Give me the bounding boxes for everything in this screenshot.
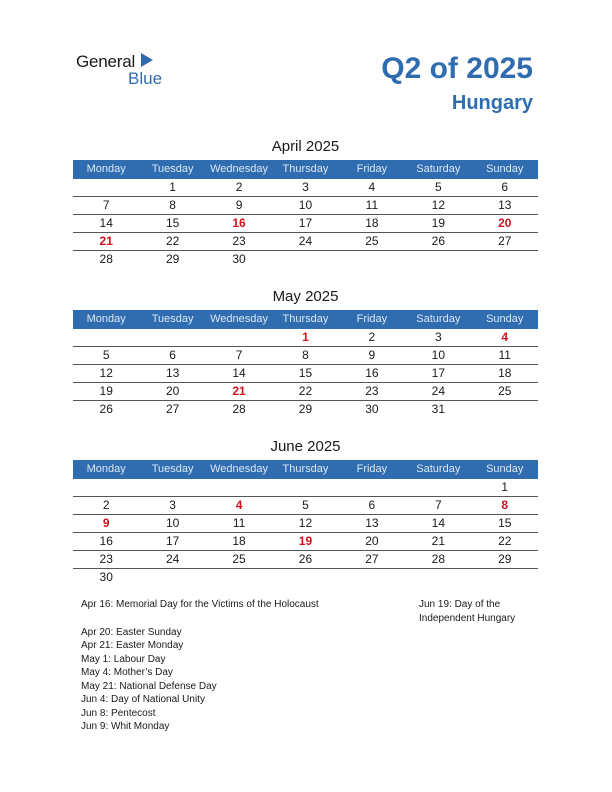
- day-cell: 20: [498, 216, 512, 230]
- day-cell: 14: [99, 216, 113, 230]
- day-cell: [139, 569, 205, 586]
- holiday-note-right: Jun 19: Day of the Independent Hungary: [419, 599, 516, 624]
- logo-text-blue: Blue: [128, 69, 163, 88]
- month-calendar-april: [73, 136, 538, 268]
- day-cell: 30: [99, 570, 113, 584]
- day-cell: 21: [232, 384, 246, 398]
- day-cell: 30: [365, 402, 379, 416]
- day-cell: 8: [302, 348, 309, 362]
- week-row: [73, 233, 538, 251]
- day-cell: [139, 479, 205, 496]
- day-cell: 26: [298, 552, 313, 566]
- week-row: [73, 215, 538, 233]
- day-cell: 19: [298, 534, 313, 548]
- day-cell: 23: [232, 234, 246, 248]
- day-cell: 22: [498, 534, 512, 548]
- day-cell: 19: [99, 384, 113, 398]
- weekday-label: Monday: [86, 463, 126, 475]
- month-title: June 2025: [270, 438, 341, 455]
- day-cell: [206, 479, 272, 496]
- day-cell: 1: [501, 480, 509, 494]
- day-cell: 6: [368, 498, 376, 512]
- day-cell: 12: [99, 366, 113, 380]
- day-cell: 3: [434, 330, 442, 344]
- day-cell: 2: [102, 498, 110, 512]
- week-row: [73, 569, 538, 586]
- holiday-note: Apr 21: Easter Monday: [81, 640, 184, 651]
- day-cell: 26: [431, 234, 445, 248]
- weekday-label: Tuesday: [151, 313, 194, 325]
- day-cell: 27: [165, 402, 180, 416]
- week-row: [73, 347, 538, 365]
- day-cell: 29: [498, 552, 512, 566]
- logo-text-general: General: [76, 52, 136, 71]
- day-cell: [339, 479, 405, 496]
- day-cell: 17: [165, 534, 180, 548]
- day-cell: 3: [302, 180, 309, 194]
- day-cell: 12: [431, 198, 445, 212]
- day-cell: 27: [498, 234, 512, 248]
- weekday-label: Saturday: [416, 463, 461, 475]
- day-cell: 17: [298, 216, 313, 230]
- holiday-notes-list: [81, 626, 319, 734]
- holiday-notes: [81, 598, 319, 734]
- holiday-note: May 21: National Defense Day: [81, 680, 217, 692]
- day-cell: 1: [169, 180, 176, 194]
- weekday-label: Sunday: [486, 163, 524, 175]
- day-cell: [206, 569, 272, 586]
- holiday-note: Jun 8: Pentecost: [81, 707, 156, 719]
- day-cell: 22: [298, 384, 313, 398]
- weekday-label: Friday: [356, 463, 388, 475]
- day-cell: 24: [298, 234, 313, 248]
- day-cell: 6: [169, 348, 176, 362]
- weekday-header: [73, 460, 538, 479]
- holiday-note: Apr 20: Easter Sunday: [81, 626, 182, 638]
- week-row: [73, 479, 538, 497]
- week-row: [73, 497, 538, 515]
- day-cell: 21: [431, 534, 445, 548]
- day-cell: 7: [235, 348, 243, 362]
- day-cell: 11: [365, 198, 379, 212]
- day-cell: 8: [501, 498, 509, 512]
- day-cell: 10: [431, 348, 445, 362]
- day-cell: 27: [365, 552, 379, 566]
- day-cell: 25: [232, 552, 246, 566]
- weekday-label: Friday: [356, 313, 388, 325]
- logo-triangle-icon: [141, 53, 153, 67]
- day-cell: 1: [302, 330, 309, 344]
- day-cell: 10: [298, 198, 313, 212]
- day-cell: [339, 569, 405, 586]
- weekday-label: Wednesday: [210, 313, 268, 325]
- weekday-label: Wednesday: [210, 463, 268, 475]
- day-cell: 17: [431, 366, 445, 380]
- day-cell: 15: [498, 516, 512, 530]
- day-cell: [472, 401, 538, 418]
- day-cell: [272, 479, 338, 496]
- day-cell: [73, 179, 139, 196]
- day-cell: 9: [102, 516, 110, 530]
- day-cell: 11: [498, 348, 511, 362]
- week-row: [73, 365, 538, 383]
- day-cell: [405, 479, 471, 496]
- day-cell: 30: [232, 252, 246, 266]
- day-cell: 13: [498, 198, 512, 212]
- day-cell: 5: [302, 498, 309, 512]
- day-cell: [405, 569, 471, 586]
- day-cell: [73, 479, 139, 496]
- holiday-note: May 4: Mother’s Day: [81, 667, 173, 678]
- day-cell: 20: [365, 534, 379, 548]
- day-cell: 2: [368, 330, 376, 344]
- month-calendar-june: [73, 436, 538, 586]
- day-cell: 29: [165, 252, 180, 266]
- week-row: [73, 197, 538, 215]
- day-cell: 7: [102, 198, 110, 212]
- weekday-label: Sunday: [486, 313, 524, 325]
- weekday-label: Tuesday: [151, 163, 194, 175]
- weekday-label: Monday: [86, 163, 126, 175]
- day-cell: [472, 569, 538, 586]
- day-cell: 7: [434, 498, 442, 512]
- week-row: [73, 179, 538, 197]
- weekday-label: Tuesday: [151, 463, 194, 475]
- day-cell: 16: [365, 366, 379, 380]
- day-cell: 28: [431, 552, 445, 566]
- weekday-header: [73, 160, 538, 179]
- day-cell: 13: [365, 516, 379, 530]
- day-cell: [206, 329, 272, 346]
- day-cell: 21: [99, 234, 113, 248]
- day-cell: 14: [232, 366, 246, 380]
- holiday-note: Jun 9: Whit Monday: [81, 721, 170, 732]
- day-cell: 4: [501, 330, 509, 344]
- day-cell: 19: [431, 216, 445, 230]
- day-cell: 20: [165, 384, 180, 398]
- week-row: [73, 251, 538, 268]
- weekday-label: Monday: [86, 313, 126, 325]
- week-row: [73, 329, 538, 347]
- week-row: [73, 401, 538, 418]
- day-cell: 22: [165, 234, 180, 248]
- day-cell: 15: [165, 216, 180, 230]
- day-cell: 16: [99, 534, 113, 548]
- day-cell: 26: [99, 402, 113, 416]
- day-cell: [472, 251, 538, 268]
- day-cell: 9: [368, 348, 376, 362]
- weekday-label: Thursday: [282, 163, 329, 175]
- day-cell: 29: [298, 402, 313, 416]
- holiday-note: May 1: Labour Day: [81, 653, 166, 665]
- weekday-label: Wednesday: [210, 163, 268, 175]
- week-row: [73, 515, 538, 533]
- day-cell: 18: [498, 366, 512, 380]
- day-cell: 24: [431, 384, 445, 398]
- day-cell: 4: [235, 498, 243, 512]
- week-row: [73, 551, 538, 569]
- day-cell: 18: [232, 534, 246, 548]
- holiday-note: Apr 16: Memorial Day for the Victims of the Holocaust: [81, 599, 319, 610]
- day-cell: 25: [365, 234, 379, 248]
- weekday-label: Thursday: [282, 463, 329, 475]
- day-cell: 28: [232, 402, 246, 416]
- day-cell: 6: [501, 180, 509, 194]
- weekday-label: Friday: [356, 163, 388, 175]
- day-cell: 4: [368, 180, 376, 194]
- day-cell: 11: [232, 516, 246, 530]
- day-cell: 31: [431, 402, 445, 416]
- day-cell: 28: [99, 252, 113, 266]
- day-cell: 18: [365, 216, 379, 230]
- day-cell: [272, 569, 338, 586]
- month-title: May 2025: [272, 288, 339, 305]
- weekday-label: Saturday: [416, 313, 461, 325]
- day-cell: 5: [434, 180, 442, 194]
- day-cell: 2: [235, 180, 243, 194]
- day-cell: 16: [232, 216, 246, 230]
- holiday-note: Jun 4: Day of National Unity: [81, 694, 205, 705]
- day-cell: [139, 329, 205, 346]
- day-cell: 9: [235, 198, 243, 212]
- day-cell: [405, 251, 471, 268]
- weekday-label: Saturday: [416, 163, 461, 175]
- day-cell: 13: [165, 366, 180, 380]
- day-cell: 3: [169, 498, 176, 512]
- day-cell: 8: [169, 198, 176, 212]
- day-cell: 15: [298, 366, 313, 380]
- week-row: [73, 383, 538, 401]
- day-cell: [272, 251, 338, 268]
- day-cell: 12: [298, 516, 313, 530]
- month-title: April 2025: [271, 138, 340, 155]
- day-cell: 23: [365, 384, 379, 398]
- weekday-header: [73, 310, 538, 329]
- weekday-label: Sunday: [486, 463, 524, 475]
- day-cell: 14: [431, 516, 445, 530]
- day-cell: 24: [165, 552, 180, 566]
- day-cell: 23: [99, 552, 113, 566]
- country-name: Hungary: [451, 92, 533, 114]
- day-cell: 25: [498, 384, 512, 398]
- day-cell: [73, 329, 139, 346]
- day-cell: [339, 251, 405, 268]
- day-cell: 10: [165, 516, 180, 530]
- month-calendar-may: [73, 286, 538, 418]
- week-row: [73, 533, 538, 551]
- page-title: Q2 of 2025: [381, 52, 533, 85]
- day-cell: 5: [102, 348, 110, 362]
- brand-logo: [76, 52, 176, 88]
- weekday-label: Thursday: [282, 313, 329, 325]
